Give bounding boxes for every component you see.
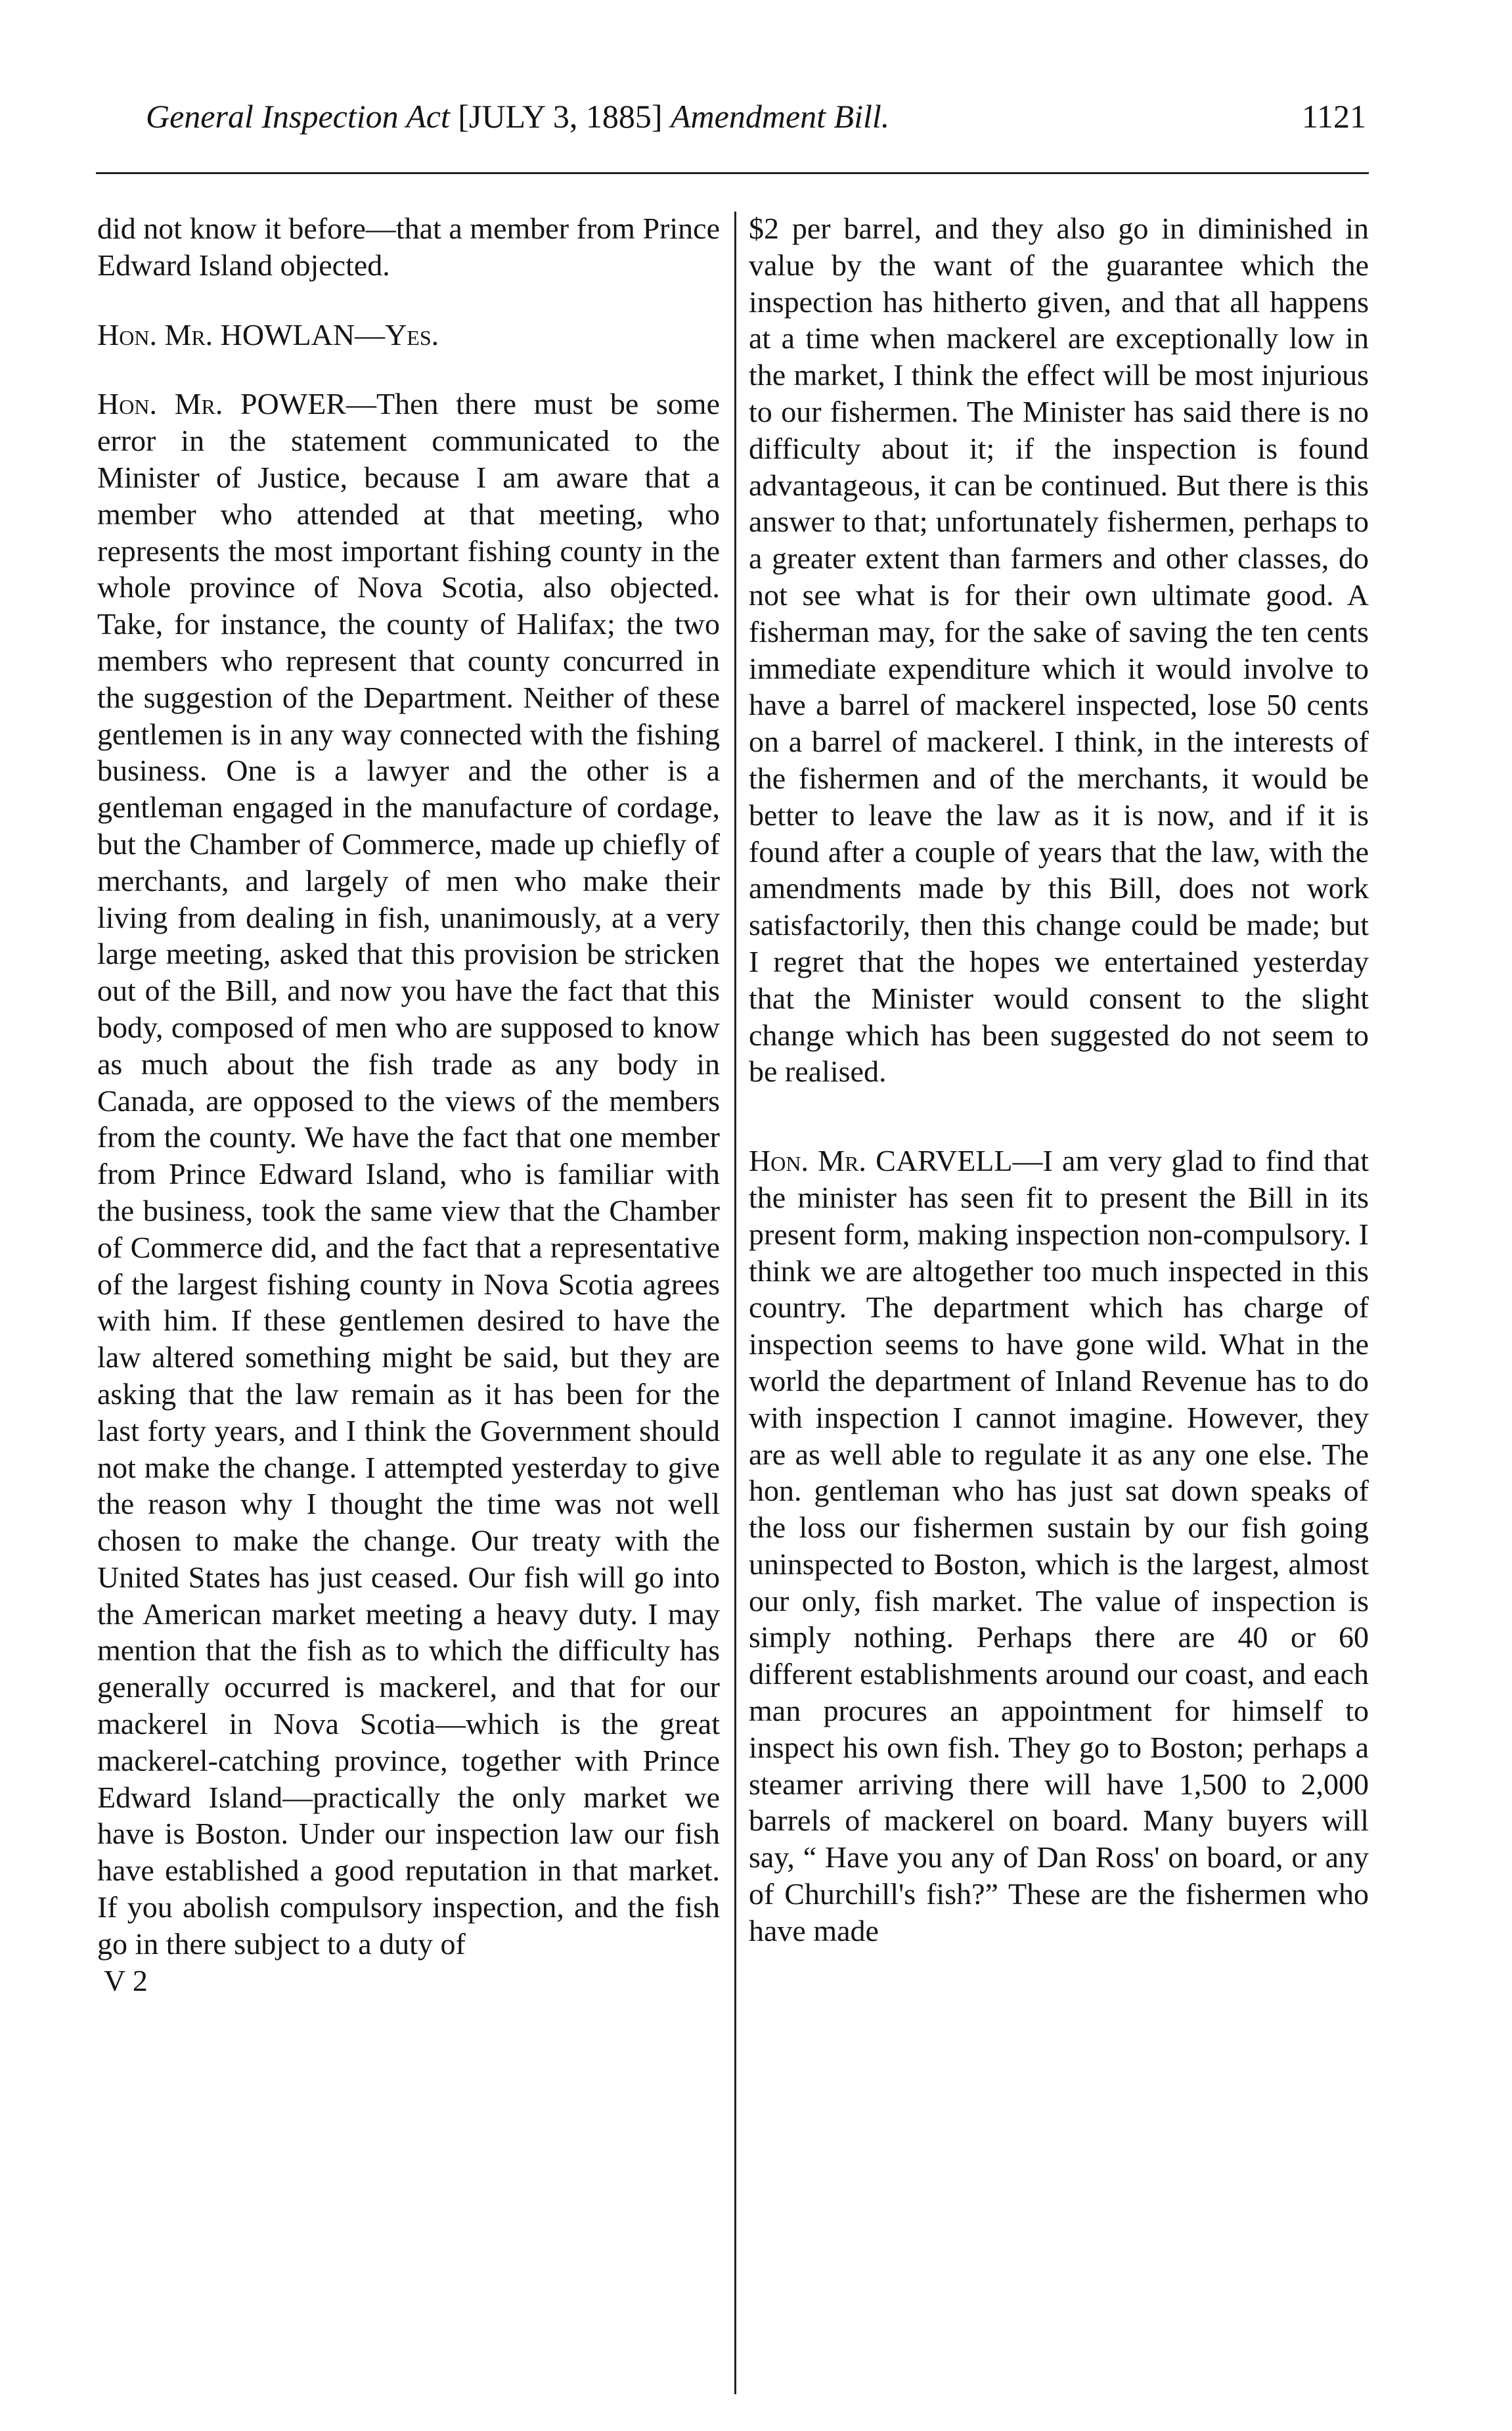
left-paragraph-1: did not know it before—that a member from Prince Edward Island objected. [97, 212, 720, 282]
column-divider [734, 212, 736, 2394]
header-rule [96, 172, 1369, 174]
speaker-howlan: Hon. Mr. HOWLAN—Yes. [97, 317, 439, 352]
right-column [749, 210, 1369, 1949]
left-column [97, 210, 720, 1999]
power-speech: —Then there must be some error in the statement communicated to the Minister of Justice, because I am aware that a member who attended at that meeting, who represents the most important fishing county in the whole province of Nova Scotia, also objected. Take, for instance, the county of Halifax; the two members who represent that county concurred in the suggestion of the Department. Neither of these gentlemen is in any way connected with the fishing business. One is a lawyer and the other is a gentleman engaged in the manufacture of cordage, but the Chamber of Commerce, made up chiefly of merchants, and largely of men who make their living from dealing in fish, unanimously, at a very large meeting, asked that this provision be stricken out of the Bill, and now you have the fact that this body, composed of men who are supposed to know as much about the fish trade as any body in Canada, are opposed to the views of the members from the county. We have the fact that one member from Prince Edward Island, who is familiar with the business, took the same view that the Chamber of Commerce did, and the fact that a representative of the largest fishing county in Nova Scotia agrees with him. If these gentlemen desired to have the law altered something might be said, but they are asking that the law remain as it has been for the last forty years, and I think the Government should not make the change. I attempted yesterday to give the reason why I thought the time was not well chosen to make the change. Our treaty with the United States has just ceased. Our fish will go into the American market meeting a heavy duty. I may mention that the fish as to which the difficulty has generally occurred is mackerel, and that for our mackerel in Nova Scotia—which is the great mackerel-catching province, together with Prince Edward Island—practically the only market we have is Boston. Under our inspection law our fish have established a good reputation in that market. If you abolish compulsory inspection, and the fish go in there subject to a duty of [97, 387, 720, 1961]
running-title-right: Amendment Bill. [671, 98, 890, 135]
speaker-carvell: Hon. Mr. CARVELL [749, 1144, 1013, 1178]
right-paragraph-carvell [749, 1143, 1369, 1949]
signature-mark: V 2 [104, 1963, 148, 1997]
running-title-date: [JULY 3, 1885] [458, 98, 663, 135]
running-title [146, 97, 889, 135]
running-title-left: General Inspection Act [146, 98, 450, 135]
page-number: 1121 [1301, 98, 1366, 135]
carvell-speech: —I am very glad to find that the minister has seen fit to present the Bill in its present form, making inspection non-compulsory. I think we are altogether too much inspected in this country. The department which has charge of inspection seems to have gone wild. What in the world the department of Inland Revenue has to do with inspection I cannot imagine. However, they are as well able to regulate it as any one else. The hon. gentleman who has just sat down speaks of the loss our fishermen sustain by our fish going uninspected to Boston, which is the largest, almost our only, fish market. The value of inspection is simply nothing. Perhaps there are 40 or 60 different establishments around our coast, and each man procures an appointment for himself to inspect his own fish. They go to Boston; perhaps a steamer arriving there will have 1,500 to 2,000 barrels of mackerel on board. Many buyers will say, “ Have you any of Dan Ross' on board, or any of Churchill's fish?” These are the fishermen who have made [749, 1144, 1369, 1947]
left-paragraph-power [97, 386, 720, 1962]
right-paragraph-1: $2 per barrel, and they also go in diminished in value by the want of the guarantee which the inspection has hitherto given, and that all happens at a time when mackerel are exceptionally low in the market, I think the effect will be most injurious to our fishermen. The Minister has said there is no difficulty about it; if the inspection is found advantageous, it can be continued. But there is this answer to that; unfortunately fishermen, perhaps to a greater extent than farmers and other classes, do not see what is for their own ultimate good. A fisherman may, for the sake of saving the ten cents immediate expenditure which it would involve to have a barrel of mackerel inspected, lose 50 cents on a barrel of mackerel. I think, in the interests of the fishermen and of the merchants, it would be better to leave the law as it is now, and if it is found after a couple of years that the law, with the amendments made by this Bill, does not work satisfactorily, then this change could be made; but I regret that the hopes we entertained yesterday that the Minister would consent to the slight change which has been suggested do not seem to be realised. [749, 212, 1369, 1089]
page-header [146, 97, 1366, 143]
left-paragraph-howlan [97, 317, 720, 353]
speaker-power: Hon. Mr. POWER [97, 387, 346, 421]
